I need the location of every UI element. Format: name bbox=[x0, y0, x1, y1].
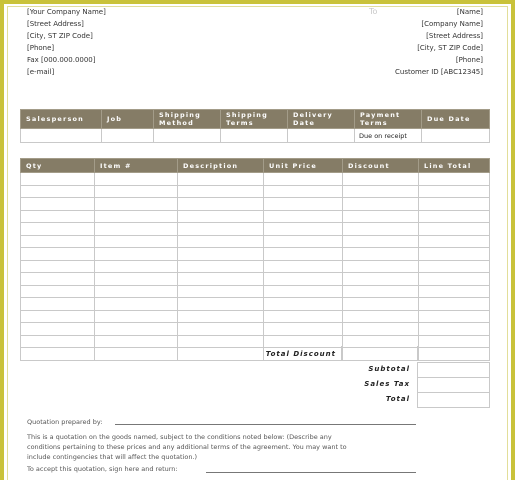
item-cell[interactable] bbox=[95, 173, 178, 186]
item-cell[interactable] bbox=[419, 260, 490, 273]
item-cell[interactable] bbox=[95, 248, 178, 261]
item-row bbox=[21, 248, 490, 261]
header-discount: Discount bbox=[343, 159, 419, 173]
item-cell[interactable] bbox=[21, 348, 95, 361]
item-cell[interactable] bbox=[21, 248, 95, 261]
item-cell[interactable] bbox=[419, 335, 490, 348]
item-cell[interactable] bbox=[419, 310, 490, 323]
item-cell[interactable] bbox=[264, 310, 343, 323]
item-row bbox=[21, 185, 490, 198]
item-cell[interactable] bbox=[95, 285, 178, 298]
header-unit-price: Unit Price bbox=[264, 159, 343, 173]
header-description: Description bbox=[178, 159, 264, 173]
terms-header-row bbox=[21, 110, 490, 129]
item-cell[interactable] bbox=[264, 298, 343, 311]
item-cell[interactable] bbox=[178, 273, 264, 286]
item-cell[interactable] bbox=[178, 260, 264, 273]
item-cell[interactable] bbox=[178, 210, 264, 223]
item-cell[interactable] bbox=[264, 210, 343, 223]
item-cell[interactable] bbox=[21, 223, 95, 236]
item-cell[interactable] bbox=[419, 348, 490, 361]
cell-job[interactable] bbox=[102, 129, 154, 143]
item-cell[interactable] bbox=[178, 198, 264, 211]
sender-fax: Fax [000.000.0000] bbox=[27, 56, 96, 64]
item-row bbox=[21, 173, 490, 186]
subtotal-cell[interactable] bbox=[417, 362, 490, 378]
item-cell[interactable] bbox=[264, 185, 343, 198]
item-cell[interactable] bbox=[21, 335, 95, 348]
item-cell[interactable] bbox=[95, 348, 178, 361]
item-cell[interactable] bbox=[343, 260, 419, 273]
item-cell[interactable] bbox=[178, 173, 264, 186]
header-qty: Qty bbox=[21, 159, 95, 173]
item-row bbox=[21, 273, 490, 286]
item-cell[interactable] bbox=[178, 335, 264, 348]
signature-line[interactable] bbox=[206, 472, 416, 473]
item-cell[interactable] bbox=[419, 223, 490, 236]
total-label: Total bbox=[385, 395, 410, 403]
header-shipping-terms: Shipping Terms bbox=[221, 110, 288, 129]
item-cell[interactable] bbox=[343, 248, 419, 261]
item-cell[interactable] bbox=[343, 235, 419, 248]
item-cell[interactable] bbox=[264, 260, 343, 273]
header-due-date: Due Date bbox=[422, 110, 490, 129]
terms-value-row bbox=[21, 129, 490, 143]
item-row bbox=[21, 198, 490, 211]
item-cell[interactable] bbox=[95, 235, 178, 248]
cell-payment-terms[interactable]: Due on receipt bbox=[355, 129, 422, 143]
item-cell[interactable] bbox=[419, 210, 490, 223]
sender-phone: [Phone] bbox=[27, 44, 55, 52]
item-cell[interactable] bbox=[419, 248, 490, 261]
sales-tax-cell[interactable] bbox=[417, 377, 490, 393]
item-row bbox=[21, 323, 490, 336]
item-cell[interactable] bbox=[21, 185, 95, 198]
item-cell[interactable] bbox=[95, 185, 178, 198]
item-cell[interactable] bbox=[264, 248, 343, 261]
total-discount-label: Total Discount bbox=[265, 350, 336, 358]
item-cell[interactable] bbox=[95, 273, 178, 286]
item-cell[interactable] bbox=[419, 173, 490, 186]
recipient-customer-id: Customer ID [ABC12345] bbox=[395, 68, 483, 76]
item-cell[interactable] bbox=[343, 185, 419, 198]
to-label: To bbox=[369, 7, 378, 16]
prepared-by-line[interactable] bbox=[115, 424, 416, 425]
item-cell[interactable] bbox=[95, 210, 178, 223]
disclaimer-line-1: This is a quotation on the goods named, subject to the conditions noted below: (Describe any bbox=[27, 433, 332, 441]
item-cell[interactable] bbox=[419, 298, 490, 311]
item-row bbox=[21, 210, 490, 223]
item-cell[interactable] bbox=[21, 260, 95, 273]
header-salesperson: Salesperson bbox=[21, 110, 102, 129]
item-cell[interactable] bbox=[343, 173, 419, 186]
items-body bbox=[21, 173, 490, 361]
item-cell[interactable] bbox=[178, 323, 264, 336]
item-cell[interactable] bbox=[21, 285, 95, 298]
header-job: Job bbox=[102, 110, 154, 129]
total-discount-cell[interactable] bbox=[341, 346, 418, 361]
recipient-block bbox=[395, 6, 483, 78]
recipient-name: [Name] bbox=[456, 8, 483, 16]
header-payment-terms: Payment Terms bbox=[355, 110, 422, 129]
item-cell[interactable] bbox=[95, 323, 178, 336]
item-cell[interactable] bbox=[264, 335, 343, 348]
item-row bbox=[21, 285, 490, 298]
item-cell[interactable] bbox=[21, 210, 95, 223]
disclaimer bbox=[27, 432, 347, 462]
header-item-number: Item # bbox=[95, 159, 178, 173]
item-cell[interactable] bbox=[264, 223, 343, 236]
cell-due-date[interactable] bbox=[422, 129, 490, 143]
item-cell[interactable] bbox=[95, 260, 178, 273]
item-cell[interactable] bbox=[264, 285, 343, 298]
item-cell[interactable] bbox=[95, 298, 178, 311]
item-cell[interactable] bbox=[419, 235, 490, 248]
item-cell[interactable] bbox=[178, 310, 264, 323]
item-cell[interactable] bbox=[95, 335, 178, 348]
item-cell[interactable] bbox=[21, 298, 95, 311]
item-cell[interactable] bbox=[178, 185, 264, 198]
header-shipping-method: Shipping Method bbox=[154, 110, 221, 129]
items-header-row bbox=[21, 159, 490, 173]
item-cell[interactable] bbox=[264, 198, 343, 211]
recipient-phone: [Phone] bbox=[455, 56, 483, 64]
accept-label: To accept this quotation, sign here and return: bbox=[27, 465, 178, 473]
terms-table bbox=[20, 109, 490, 143]
disclaimer-line-3: include contingencies that will affect the quotation.) bbox=[27, 453, 198, 461]
cell-delivery-date[interactable] bbox=[288, 129, 355, 143]
sender-street: [Street Address] bbox=[27, 20, 84, 28]
sender-block bbox=[27, 6, 106, 78]
header-delivery-date: Delivery Date bbox=[288, 110, 355, 129]
item-cell[interactable] bbox=[343, 198, 419, 211]
item-cell[interactable] bbox=[21, 173, 95, 186]
item-cell[interactable] bbox=[178, 235, 264, 248]
subtotal-label: Subtotal bbox=[368, 365, 410, 373]
item-cell[interactable] bbox=[343, 223, 419, 236]
cell-shipping-terms[interactable] bbox=[221, 129, 288, 143]
item-cell[interactable] bbox=[419, 185, 490, 198]
item-cell[interactable] bbox=[264, 323, 343, 336]
cell-shipping-method[interactable] bbox=[154, 129, 221, 143]
total-cell[interactable] bbox=[417, 392, 490, 408]
disclaimer-line-2: conditions pertaining to these prices and any additional terms of the agreement. You may want to bbox=[27, 443, 347, 451]
item-cell[interactable] bbox=[178, 248, 264, 261]
item-row bbox=[21, 223, 490, 236]
item-row bbox=[21, 335, 490, 348]
item-cell[interactable] bbox=[419, 285, 490, 298]
item-cell[interactable] bbox=[21, 198, 95, 211]
item-cell[interactable] bbox=[419, 198, 490, 211]
sender-company: [Your Company Name] bbox=[27, 8, 106, 16]
cell-salesperson[interactable] bbox=[21, 129, 102, 143]
header-line-total: Line Total bbox=[419, 159, 490, 173]
item-row bbox=[21, 298, 490, 311]
item-cell[interactable] bbox=[21, 323, 95, 336]
item-cell[interactable] bbox=[419, 323, 490, 336]
sender-city: [City, ST ZIP Code] bbox=[27, 32, 93, 40]
item-cell[interactable] bbox=[21, 235, 95, 248]
recipient-company: [Company Name] bbox=[421, 20, 483, 28]
item-cell[interactable] bbox=[95, 223, 178, 236]
item-cell[interactable] bbox=[264, 173, 343, 186]
item-row bbox=[21, 260, 490, 273]
items-table bbox=[20, 158, 490, 361]
item-cell[interactable] bbox=[343, 273, 419, 286]
item-cell[interactable] bbox=[95, 198, 178, 211]
recipient-city: [City, ST ZIP Code] bbox=[417, 44, 483, 52]
item-cell[interactable] bbox=[419, 273, 490, 286]
item-row bbox=[21, 235, 490, 248]
item-cell[interactable] bbox=[264, 273, 343, 286]
item-cell[interactable] bbox=[21, 273, 95, 286]
item-cell[interactable] bbox=[343, 323, 419, 336]
sales-tax-label: Sales Tax bbox=[364, 380, 410, 388]
recipient-street: [Street Address] bbox=[426, 32, 483, 40]
item-cell[interactable] bbox=[21, 310, 95, 323]
item-cell[interactable] bbox=[264, 235, 343, 248]
item-row bbox=[21, 310, 490, 323]
item-cell[interactable] bbox=[343, 210, 419, 223]
item-cell[interactable] bbox=[178, 298, 264, 311]
prepared-by-label: Quotation prepared by: bbox=[27, 418, 103, 426]
sender-email: [e-mail] bbox=[27, 68, 55, 76]
item-cell[interactable] bbox=[178, 223, 264, 236]
item-cell[interactable] bbox=[343, 310, 419, 323]
item-cell[interactable] bbox=[178, 285, 264, 298]
item-cell[interactable] bbox=[343, 285, 419, 298]
item-cell[interactable] bbox=[95, 310, 178, 323]
item-cell[interactable] bbox=[343, 298, 419, 311]
